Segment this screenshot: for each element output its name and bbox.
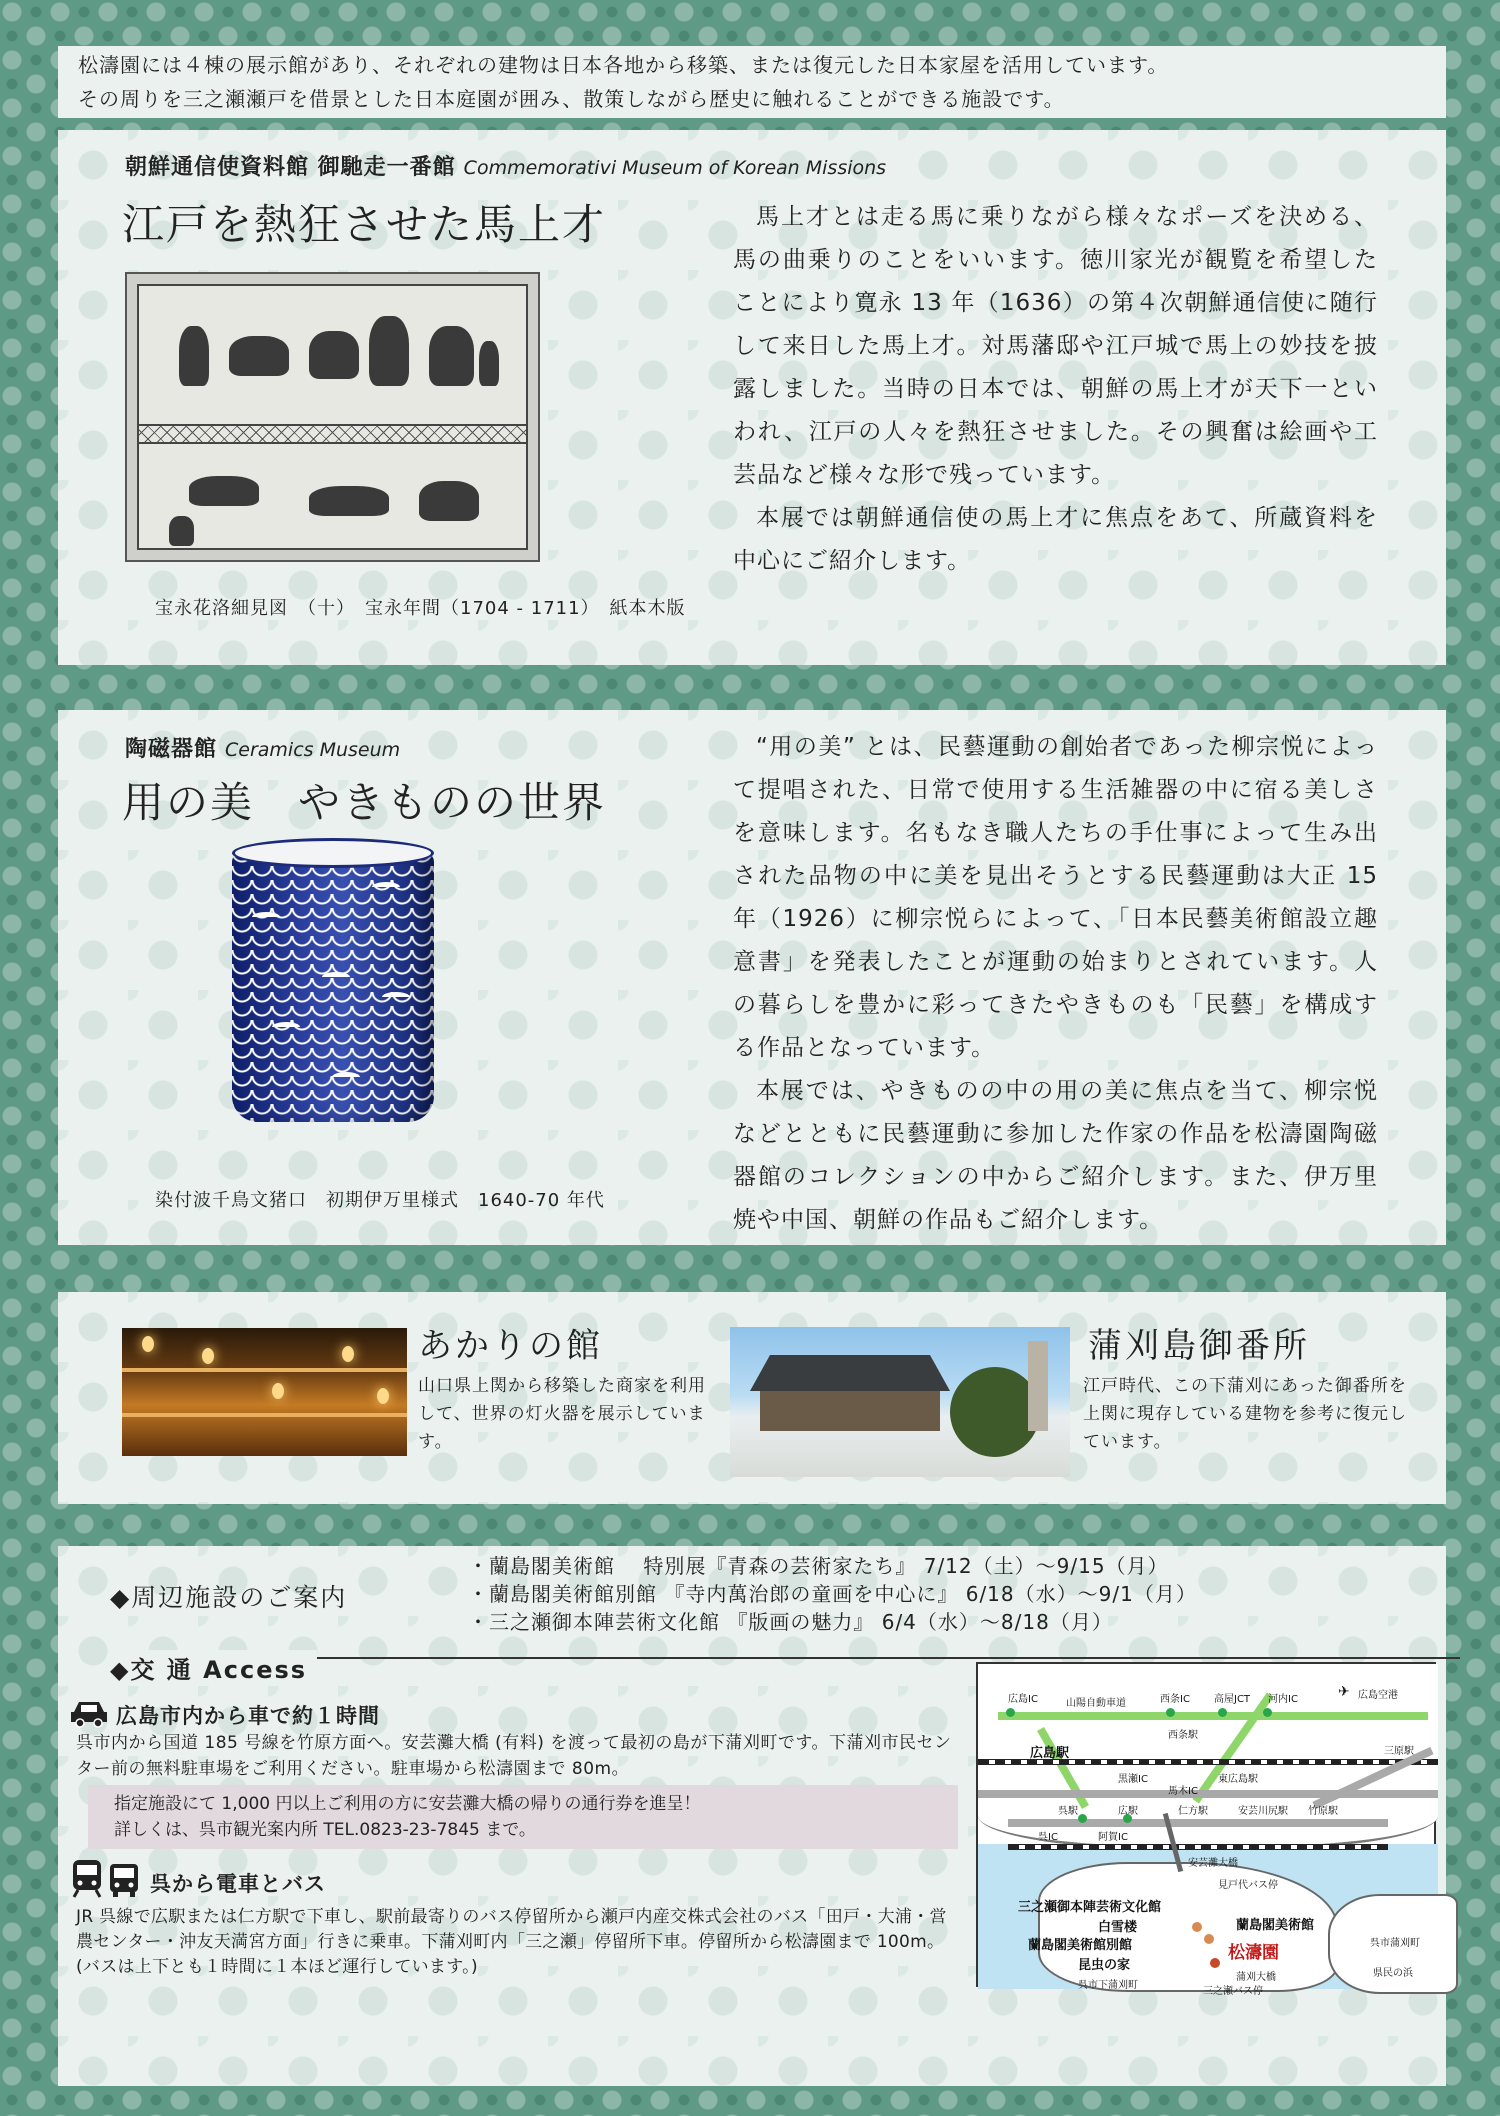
bus-icon <box>108 1862 140 1898</box>
nearby-heading: ◆周辺施設のご案内 <box>110 1583 348 1612</box>
nearby-list <box>468 1552 1197 1636</box>
banshoho-photo <box>730 1327 1070 1477</box>
section2-caption: 染付波千鳥文猪口 初期伊万里様式 1640-70 年代 <box>155 1190 605 1211</box>
banshoho-title: 蒲刈島御番所 <box>1088 1326 1310 1366</box>
train-directions <box>76 1905 956 1980</box>
map-airport-icon: ✈ <box>1338 1684 1350 1700</box>
akari-photo <box>122 1328 407 1456</box>
map-road-2 <box>1008 1819 1388 1827</box>
section1-paragraph-2: 本展では朝鮮通信使の馬上才に焦点をあて、所蔵資料を中心にご紹介します。 <box>733 505 1378 574</box>
map-label-shotoen: 松濤園 <box>1228 1943 1279 1963</box>
map-label-mihara-st: 三原駅 <box>1384 1746 1414 1757</box>
map-label-rantoukaku-annex: 蘭島閣美術館別館 <box>1028 1938 1133 1953</box>
access-map <box>976 1662 1436 1997</box>
section1-label <box>125 150 886 181</box>
car-icon <box>70 1698 108 1728</box>
map-label-higashihiroshima-st: 東広島駅 <box>1218 1774 1258 1785</box>
section1-body <box>733 196 1378 583</box>
map-label-babara-ic: 馬木IC <box>1168 1786 1198 1797</box>
section2-label <box>125 732 400 763</box>
section2-label-en: Ceramics Museum <box>225 739 401 761</box>
nearby-item: ・蘭島閣美術館 特別展『青森の芸術家たち』 7/12（土）～9/15（月） <box>468 1554 1169 1578</box>
access-heading: ◆交 通 Access <box>110 1650 317 1685</box>
map-label-nigata-st: 仁方駅 <box>1178 1806 1208 1817</box>
intro-line-2: その周りを三之瀬瀬戸を借景とした日本庭園が囲み、散策しながら歴史に触れることができる施設です。 <box>78 87 1065 111</box>
toll-notice <box>88 1785 958 1849</box>
section1-paragraph-1: 馬上才とは走る馬に乗りながら様々なポーズを決める、馬の曲乗りのことをいいます。徳川家光が観覧を希望したことにより寛永 13 年（1636）の第４次朝鮮通信使に随行して来日した馬上才。対馬藩邸や江戸城で馬上の妙技を披露しました。当時の日本では、朝鮮の馬上才が天下一といわれ、江戸の人々を熱狂させました。その興奮は絵画や工芸品など様々な形で残っています。 <box>733 204 1378 488</box>
akari-description: 山口県上関から移築した商家を利用して、世界の灯火器を展示しています。 <box>418 1376 706 1452</box>
akari-title: あかりの館 <box>418 1326 603 1366</box>
section1-label-en: Commemorativi Museum of Korean Missions <box>463 157 887 179</box>
map-marker <box>1192 1922 1202 1932</box>
section2-title: 用の美 やきものの世界 <box>122 778 607 827</box>
woodblock-print-image <box>125 272 540 562</box>
map-label-kurose-ic: 黒瀬IC <box>1118 1774 1148 1785</box>
map-label-takaya-jct: 高屋JCT <box>1214 1694 1251 1705</box>
map-label-honjin: 三之瀬御本陣芸術文化館 <box>1018 1900 1162 1915</box>
map-label-airport: 広島空港 <box>1358 1690 1398 1701</box>
map-road <box>978 1790 1438 1798</box>
map-label-sannose-bus: 三之瀬バス停 <box>1203 1986 1263 1997</box>
banshoho-description: 江戸時代、この下蒲刈にあった御番所を上関に現存している建物を参考に復元しています。 <box>1083 1376 1407 1452</box>
car-directions: 呉市内から国道 185 号線を竹原方面へ。安芸灘大橋 (有料) を渡って最初の島が下蒲刈町です。下蒲刈市民センター前の無料駐車場をご利用ください。駐車場から松濤園まで 80m。 <box>76 1733 952 1779</box>
map-label-yasuura-st: 安芸川尻駅 <box>1238 1806 1288 1817</box>
section2-body <box>733 726 1378 1242</box>
map-label-kochi-ic: 河内IC <box>1268 1694 1298 1705</box>
nearby-item: ・蘭島閣美術館別館 『寺内萬治郎の童画を中心に』 6/18（水）～9/1（月） <box>468 1582 1197 1606</box>
map-label-rantoukaku: 蘭島閣美術館 <box>1236 1918 1315 1933</box>
map-label-saijo-st: 西条駅 <box>1168 1730 1198 1741</box>
map-marker <box>1204 1934 1214 1944</box>
map-label-hakugaro: 白雪楼 <box>1098 1920 1138 1935</box>
toll-notice-line-2: 詳しくは、呉市観光案内所 TEL.0823-23-7845 まで。 <box>114 1820 536 1840</box>
map-label-konchu: 昆虫の家 <box>1078 1958 1131 1973</box>
map-marker-shotoen <box>1210 1958 1220 1968</box>
section1-title: 江戸を熱狂させた馬上才 <box>122 200 607 249</box>
map-label-shimokamagari: 呉市下蒲刈町 <box>1078 1980 1138 1991</box>
section1-label-ja: 朝鮮通信使資料館 御馳走一番館 <box>125 155 456 180</box>
train-note: (バスは上下とも１時間に１本ほど運行しています。) <box>76 1957 478 1977</box>
section2-paragraph-1: “用の美” とは、民藝運動の創始者であった柳宗悦によって提唱された、日常で使用する生活雑器の中に宿る美しさを意味します。名もなき職人たちの手仕事によって生み出された品物の中に美を見出そうとする民藝運動は大正 15 年（1926）に柳宗悦らによって、「日本民藝美術館設立趣意書」を発表したことが運動の始まりとされています。人の暮らしを豊かに彩ってきたやきものも「民藝」を構成する作品となっています。 <box>733 734 1378 1061</box>
train-directions-text: JR 呉線で広駅または仁方駅で下車し、駅前最寄りのバス停留所から瀬戸内産交株式会社のバス「田戸・大浦・営農センター・沖友天満宮方面」行きに乗車。下蒲刈町内「三之瀬」停留所下車。停留所から松濤園まで 100m。 <box>76 1907 947 1952</box>
map-highway <box>998 1712 1428 1720</box>
map-label-saijo-ic: 西条IC <box>1160 1694 1190 1705</box>
train-heading: 呉から電車とバス <box>150 1872 326 1896</box>
map-label-aga-ic: 阿賀IC <box>1098 1832 1128 1843</box>
map-label-hiro-st: 広駅 <box>1118 1806 1138 1817</box>
map-label-sanyo-exp: 山陽自動車道 <box>1066 1698 1126 1709</box>
map-label-kamagari-town: 呉市蒲刈町 <box>1370 1938 1420 1949</box>
map-label-kure-ic: 呉IC <box>1038 1832 1058 1843</box>
map-label-kenmin-beach: 県民の浜 <box>1373 1968 1413 1979</box>
map-label-hiroshima-ic: 広島IC <box>1008 1694 1038 1705</box>
map-label-hiroshima-st: 広島駅 <box>1030 1746 1070 1761</box>
toll-notice-line-1: 指定施設にて 1,000 円以上ご利用の方に安芸灘大橋の帰りの通行券を進呈！ <box>114 1794 701 1814</box>
nearby-item: ・三之瀬御本陣芸術文化館 『版画の魅力』 6/4（水）～8/18（月） <box>468 1610 1113 1634</box>
section2-label-ja: 陶磁器館 <box>125 737 218 762</box>
section1-caption: 宝永花洛細見図 （十） 宝永年間（1704 - 1711） 紙本木版 <box>155 598 686 619</box>
intro-text <box>58 46 1446 118</box>
sometsuke-cup-image <box>232 838 434 1133</box>
map-railway-kure <box>1008 1844 1388 1850</box>
map-label-bus-stop: 見戸代バス停 <box>1218 1880 1278 1891</box>
car-heading: 広島市内から車で約１時間 <box>116 1704 380 1728</box>
intro-line-1: 松濤園には４棟の展示館があり、それぞれの建物は日本各地から移築、または復元した日本家屋を活用しています。 <box>78 53 1169 77</box>
map-label-akinada-bridge: 安芸灘大橋 <box>1188 1858 1238 1869</box>
map-label-takehara-st: 竹原駅 <box>1308 1806 1338 1817</box>
map-label-kamagari-bridge: 蒲刈大橋 <box>1236 1972 1276 1983</box>
map-label-kure-st: 呉駅 <box>1058 1806 1078 1817</box>
train-icon <box>70 1858 104 1898</box>
section2-paragraph-2: 本展では、やきものの中の用の美に焦点を当て、柳宗悦などとともに民藝運動に参加した作家の作品を松濤園陶磁器館のコレクションの中からご紹介します。また、伊万里焼や中国、朝鮮の作品もご紹介します。 <box>733 1078 1378 1233</box>
